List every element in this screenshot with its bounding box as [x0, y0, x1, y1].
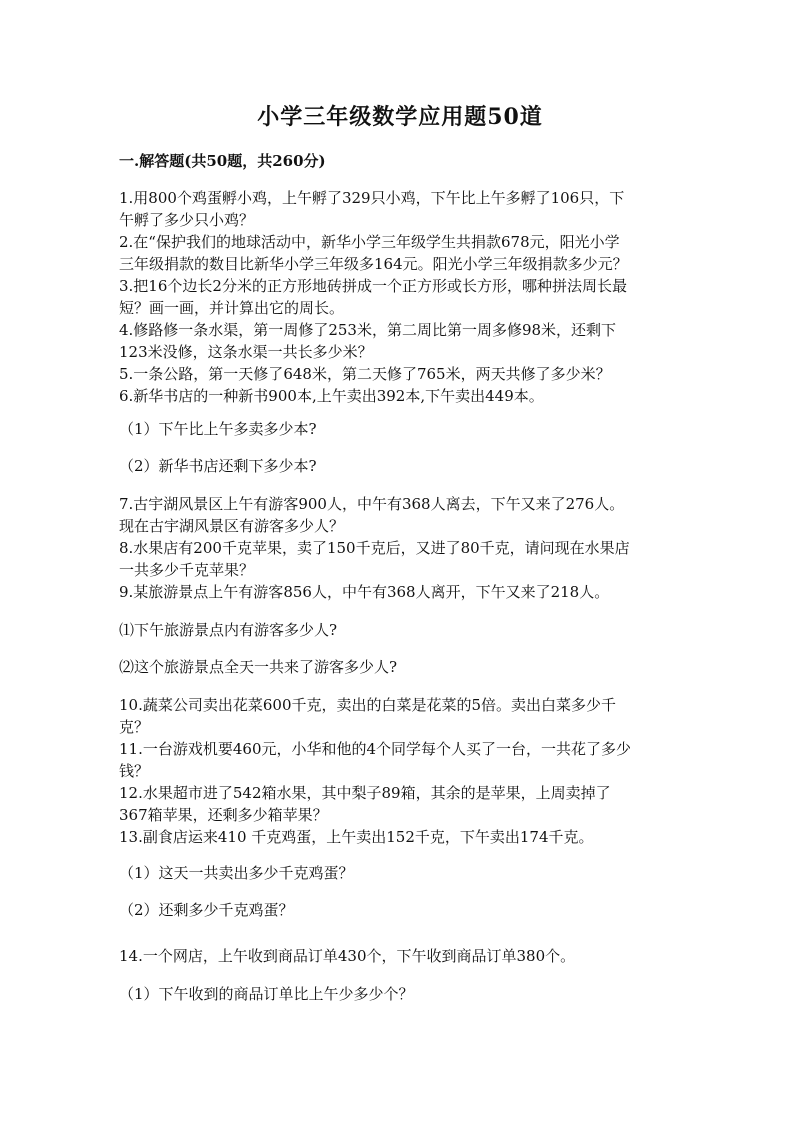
sub-question: ⑵这个旅游景点全天一共来了游客多少人? [119, 658, 398, 676]
sub-question: （1）下午收到的商品订单比上午少多少个？ [119, 985, 414, 1003]
section-heading: 一.解答题(共50题，共260分) [119, 152, 326, 170]
sub-question: （1）下午比上午多卖多少本? [119, 420, 317, 438]
text-line: 14.一个网店，上午收到商品订单430个，下午收到商品订单380个。 [119, 947, 576, 965]
sub-question: （2）还剩多少千克鸡蛋？ [119, 901, 294, 919]
text-line: 2.在“保护我们的地球活动中，新华小学三年级学生共捐款678元，阳光小学 [119, 233, 620, 251]
text-line: 1.用800个鸡蛋孵小鸡，上午孵了329只小鸡，下午比上午多孵了106只，下 [119, 189, 625, 207]
text-line: 9.某旅游景点上午有游客856人，中午有368人离开，下午又来了218人。 [119, 583, 610, 601]
text-line: 4.修路修一条水渠，第一周修了253米，第二周比第一周多修98米，还剩下 [119, 321, 617, 339]
text-line: 5.一条公路，第一天修了648米，第二天修了765米，两天共修了多少米？ [119, 365, 611, 383]
page-title: 小学三年级数学应用题50道 [257, 104, 543, 130]
text-line: 6.新华书店的一种新书900本,上午卖出392本,下午卖出449本。 [119, 387, 544, 405]
text-line: 7.古宇湖风景区上午有游客900人，中午有368人离去，下午又来了276人。 [119, 495, 625, 513]
text-line: 123米没修，这条水渠一共长多少米？ [119, 343, 373, 361]
text-line: 12.水果超市进了542箱水果，其中梨子89箱，其余的是苹果，上周卖掉了 [119, 784, 611, 802]
text-line: 8.水果店有200千克苹果，卖了150千克后，又进了80千克，请问现在水果店 [119, 539, 630, 557]
text-line: 13.副食店运来410 千克鸡蛋，上午卖出152千克，下午卖出174千克。 [119, 828, 594, 846]
text-line: 短？画一画，并计算出它的周长。 [119, 299, 345, 317]
text-line: 现在古宇湖风景区有游客多少人？ [119, 517, 345, 535]
text-line: 11.一台游戏机要460元，小华和他的4个同学每个人买了一台，一共花了多少 [119, 740, 632, 758]
sub-question: ⑴下午旅游景点内有游客多少人? [119, 621, 338, 639]
sub-question: （2）新华书店还剩下多少本? [119, 457, 317, 475]
text-line: 午孵了多少只小鸡？ [119, 211, 255, 229]
text-line: 10.蔬菜公司卖出花菜600千克，卖出的白菜是花菜的5倍。卖出白菜多少千 [119, 696, 617, 714]
text-line: 三年级捐款的数目比新华小学三年级多164元。阳光小学三年级捐款多少元？ [119, 255, 628, 273]
text-line: 克？ [119, 718, 150, 736]
text-line: 3.把16个边长2分米的正方形地砖拼成一个正方形或长方形，哪种拼法周长最 [119, 277, 627, 295]
text-line: 一共多少千克苹果？ [119, 561, 255, 579]
sub-question: （1）这天一共卖出多少千克鸡蛋？ [119, 864, 354, 882]
text-line: 367箱苹果，还剩多少箱苹果？ [119, 806, 328, 824]
text-line: 钱？ [119, 762, 150, 780]
